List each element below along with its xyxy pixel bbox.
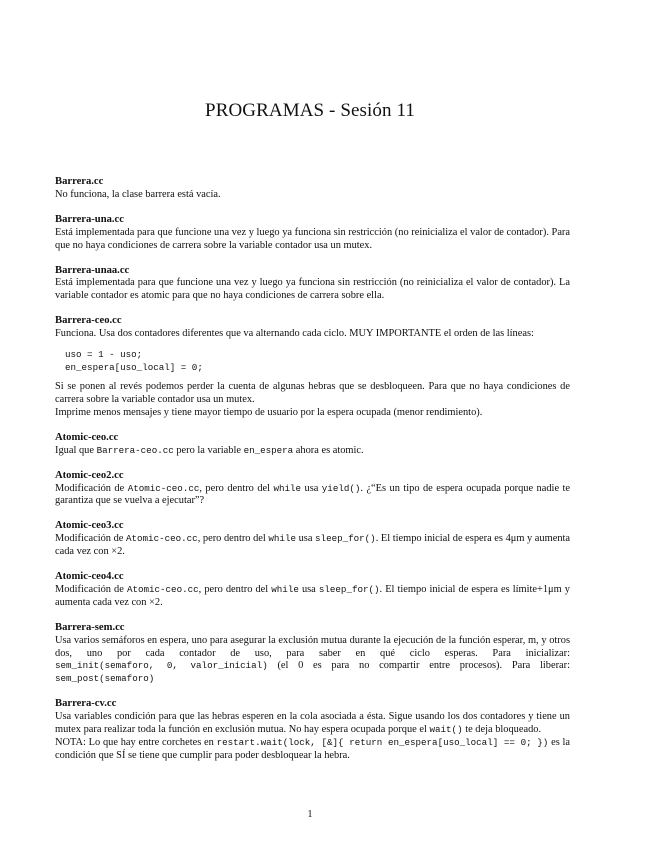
section-note [55, 737, 570, 763]
section-text: Está implementada para que funcione una vez y luego ya funciona sin restricción (no reinicializa el valor de contador). Para que no haya condiciones de carrera sobre la variable contador usa un mutex. [55, 226, 570, 251]
section-title: Barrera-ceo.cc [55, 315, 122, 327]
text-run: . El tiempo inicial de espera es 4μm y aumenta cada vez con ×2. [55, 533, 571, 558]
section-text: Está implementada para que funcione una vez y luego ya funciona sin restricción (no reinicializa el valor de contador). La variable contador es atomic para que no haya condiciones de carrera sobre ella. [55, 277, 570, 302]
text-run: . ¿“Es un tipo de espera ocupada porque nadie te garantiza que se vuelva a ejecutar”? [55, 482, 570, 507]
section-title: Atomic-ceo2.cc [55, 469, 124, 481]
code-inline: wait() [429, 724, 463, 736]
code-inline: en_espera [243, 444, 294, 456]
section-text [55, 445, 570, 458]
section-atomic-ceo3 [55, 520, 570, 559]
section-title: Atomic-ceo.cc [55, 431, 119, 443]
section-text [55, 584, 570, 610]
text-run: Usa varios semáforos en espera, uno para asegurar la exclusión mutua durante la ejecución de la función esperar, m, y otros dos, uno por cada contador de uso, para saber en qué ciclo esperas. Para inicializar: [55, 634, 570, 659]
section-barrera-unaa [55, 265, 570, 304]
section-title: Atomic-ceo3.cc [55, 520, 124, 532]
section-text: Si se ponen al revés podemos perder la cuenta de algunas hebras que se desbloqueen. Para que no haya condiciones de carrera sobre la variable contador usa un mutex. [55, 381, 570, 405]
text-run: ahora es atomic. [293, 444, 364, 456]
section-text [55, 533, 570, 559]
section-title: Barrera-sem.cc [55, 621, 125, 633]
section-title: Barrera-unaa.cc [55, 264, 130, 276]
text-run: usa [295, 533, 316, 545]
code-inline: while [273, 482, 302, 494]
text-run: , pero dentro del [199, 482, 274, 494]
text-run: , pero dentro del [198, 583, 272, 595]
code-inline: while [271, 583, 299, 595]
code-line: en_espera[uso_local] = 0; [65, 362, 203, 374]
section-title: Barrera.cc [55, 176, 104, 187]
text-run: Modificación de [55, 482, 128, 494]
text-run: , pero dentro del [197, 533, 269, 545]
text-run: usa [301, 482, 322, 494]
code-inline: sleep_for() [318, 583, 380, 595]
section-text [55, 711, 570, 737]
code-inline: sem_init(semaforo, 0, valor_inicial) [55, 660, 268, 672]
section-barrera-una [55, 214, 570, 253]
text-run: pero la variable [173, 444, 244, 456]
text-run: . El tiempo inicial de espera es límite+1μm y aumenta cada vez con ×2. [55, 583, 570, 608]
code-inline: Atomic-ceo.cc [126, 583, 199, 595]
text-run: usa [298, 583, 319, 595]
code-inline: Atomic-ceo.cc [126, 533, 198, 545]
text-run: es la condición que SÍ se tiene que cumplir para poder desbloquear la hebra. [55, 737, 570, 761]
code-inline: sem_post(semaforo) [55, 673, 155, 685]
document-body [55, 176, 570, 775]
page-number: 1 [307, 809, 313, 820]
section-text: Imprime menos mensajes y tiene mayor tiempo de usuario por la espera ocupada (menor rendimiento). [55, 406, 483, 418]
page-title: PROGRAMAS - Sesión 11 [205, 100, 415, 121]
section-text [55, 483, 570, 509]
text-run: NOTA: Lo que hay entre corchetes en [55, 737, 217, 748]
text-run: Igual que [55, 444, 97, 456]
section-title: Barrera-una.cc [55, 213, 124, 225]
section-barrera-ceo [55, 315, 570, 420]
text-run: Modificación de [55, 583, 127, 595]
code-inline: while [268, 533, 296, 545]
section-barrera-cv [55, 698, 570, 763]
code-inline: yield() [321, 482, 361, 494]
section-atomic-ceo4 [55, 571, 570, 610]
text-run: Usa variables condición para que las hebras esperen en la cola asociada a ésta. Sigue usando los dos contadores y tiene un mutex para realizar toda la función en exclusión mutua. No hay espera ocupada porque el [55, 711, 570, 736]
section-title: Atomic-ceo4.cc [55, 571, 124, 583]
code-inline: sleep_for() [315, 533, 376, 545]
code-inline: restart.wait(lock, [&]{ return en_espera[uso_local] == 0; }) [216, 737, 549, 748]
section-title: Barrera-cv.cc [55, 698, 117, 710]
section-barrera [55, 176, 570, 202]
section-barrera-sem [55, 622, 570, 687]
section-atomic-ceo2 [55, 470, 570, 509]
section-atomic-ceo [55, 432, 570, 458]
code-inline: Atomic-ceo.cc [127, 482, 200, 494]
section-text: Funciona. Usa dos contadores diferentes que va alternando cada ciclo. MUY IMPORTANTE el orden de las líneas: [55, 328, 534, 340]
section-text: No funciona, la clase barrera está vacía. [55, 188, 221, 200]
text-run: te deja bloqueado. [462, 724, 542, 736]
section-text [55, 635, 570, 687]
code-block [65, 348, 570, 374]
code-line: uso = 1 - uso; [65, 349, 143, 361]
text-run: Modificación de [55, 533, 126, 545]
text-run: (el 0 es para no compartir entre procesos). Para liberar: [267, 660, 571, 672]
code-inline: Barrera-ceo.cc [96, 444, 174, 456]
